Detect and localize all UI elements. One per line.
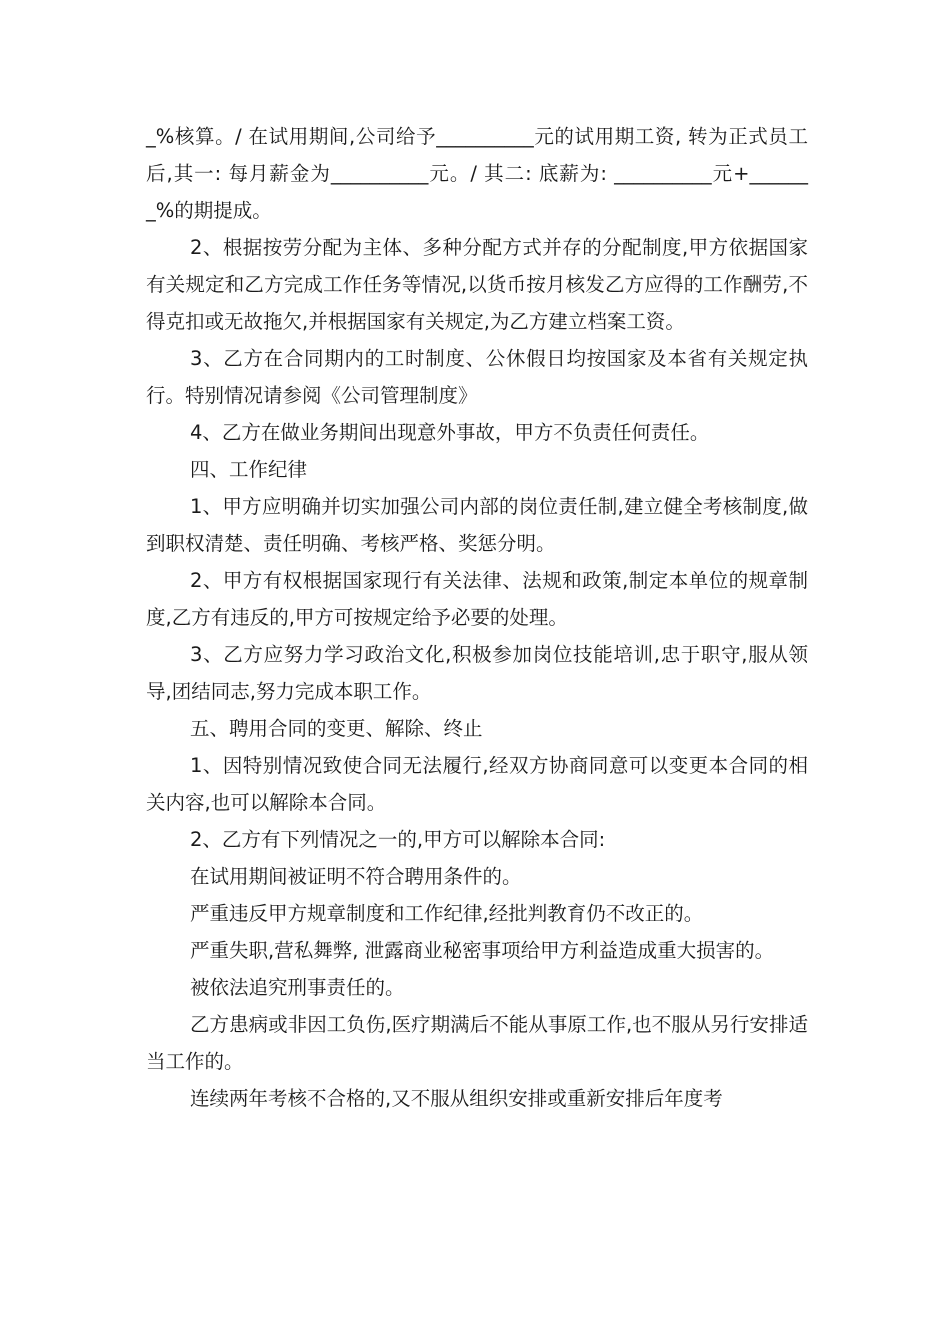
list-item-failed-assessment: 连续两年考核不合格的,又不服从组织安排或重新安排后年度考 [190, 1087, 723, 1110]
paragraph-working-hours: 3、乙方在合同期内的工时制度、公休假日均按国家及本省有关规定执行。特别情况请参阅《公司管理制度》 [146, 347, 808, 407]
paragraph-accident-liability: 4、乙方在做业务期间出现意外事故，甲方不负责任何责任。 [190, 421, 710, 444]
list-item-serious-violation: 严重违反甲方规章制度和工作纪律,经批判教育仍不改正的。 [190, 902, 704, 925]
paragraph-employee-duties: 3、乙方应努力学习政治文化,积极参加岗位技能培训,忠于职守,服从领导,团结同志,努力完成本职工作。 [146, 643, 808, 703]
paragraph-rules-regulations: 2、甲方有权根据国家现行有关法律、法规和政策,制定本单位的规章制度,乙方有违反的,甲方可按规定给予必要的处理。 [146, 569, 808, 629]
list-item-illness-injury: 乙方患病或非因工负伤,医疗期满后不能从事原工作,也不服从另行安排适当工作的。 [146, 1013, 808, 1073]
list-item-probation-failure: 在试用期间被证明不符合聘用条件的。 [190, 865, 522, 888]
paragraph-responsibility-system: 1、甲方应明确并切实加强公司内部的岗位责任制,建立健全考核制度,做到职权清楚、责任明确、考核严格、奖惩分明。 [146, 495, 808, 555]
list-item-criminal-liability: 被依法追究刑事责任的。 [190, 976, 405, 999]
paragraph-contract-modification: 1、因特别情况致使合同无法履行,经双方协商同意可以变更本合同的相关内容,也可以解除本合同。 [146, 754, 808, 814]
section-heading-contract-changes: 五、聘用合同的变更、解除、终止 [190, 717, 483, 740]
list-item-misconduct: 严重失职,营私舞弊, 泄露商业秘密事项给甲方利益造成重大损害的。 [190, 939, 775, 962]
paragraph-distribution-system: 2、根据按劳分配为主体、多种分配方式并存的分配制度,甲方依据国家有关规定和乙方完成工作任务等情况,以货币按月核发乙方应得的工作酬劳,不得克扣或无故拖欠,并根据国家有关规定,为乙方建立档案工资。 [146, 236, 808, 333]
paragraph-termination-conditions: 2、乙方有下列情况之一的,甲方可以解除本合同: [190, 828, 606, 851]
section-heading-work-discipline: 四、工作纪律 [190, 458, 308, 481]
document-page [146, 118, 808, 1117]
paragraph-salary-terms: _%核算。/ 在试用期间,公司给予__________元的试用期工资, 转为正式员工后,其一: 每月薪金为__________元。/ 其二: 底薪为: __________元+_______%的期提成。 [146, 125, 808, 222]
